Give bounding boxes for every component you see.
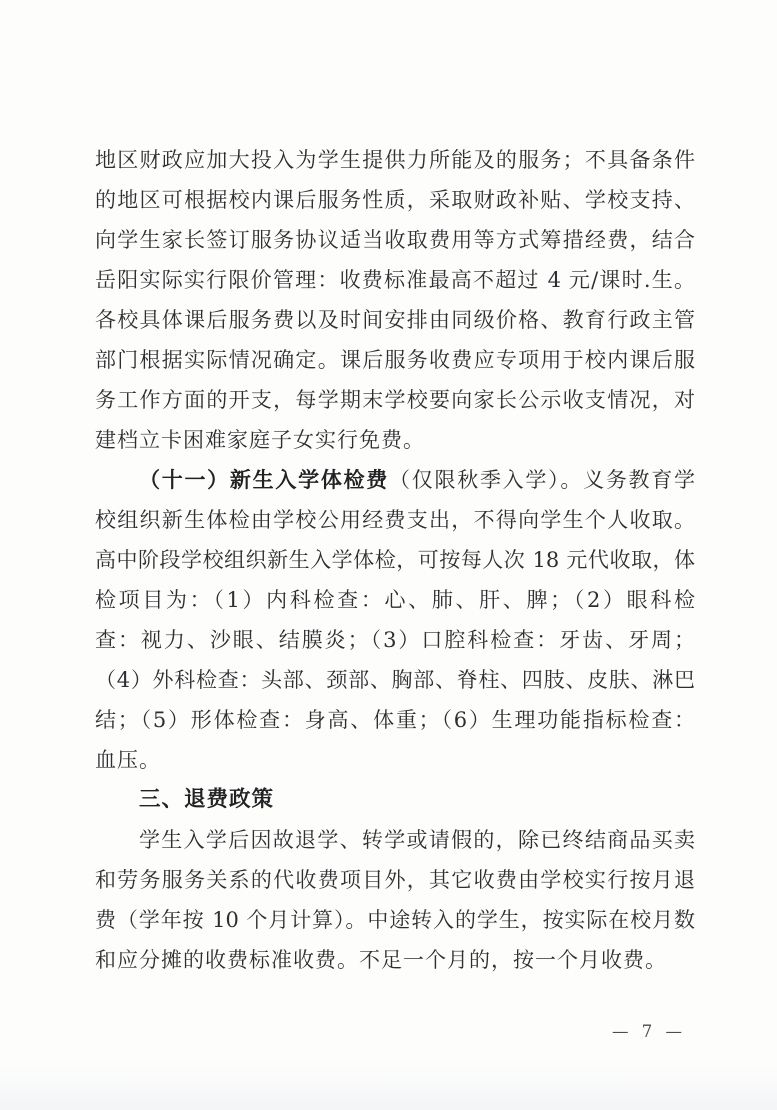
text-line: 学生入学后因故退学、转学或请假的，除已终结商品买卖 [139, 828, 695, 852]
text-line: 岳阳实际实行限价管理：收费标准最高不超过 4 元/课时.生。 [95, 268, 695, 292]
text-line: （4）外科检查：头部、颈部、胸部、脊柱、四肢、皮肤、淋巴 [95, 668, 695, 692]
text-line: 检项目为：（1）内科检查：心、肺、肝、脾；（2）眼科检 [95, 588, 695, 612]
text-line: 地区财政应加大投入为学生提供力所能及的服务；不具备条件 [95, 148, 695, 172]
item11-lead-rest: （仅限秋季入学）。义务教育学 [389, 468, 696, 492]
text-line: 务工作方面的开支，每学期末学校要向家长公示收支情况，对 [95, 388, 695, 412]
text-line: 血压。 [95, 748, 161, 772]
text-line: 和劳务服务关系的代收费项目外，其它收费由学校实行按月退 [95, 868, 695, 892]
section3-heading: 三、退费政策 [139, 787, 275, 812]
text-line: 和应分摊的收费标准收费。不足一个月的，按一个月收费。 [95, 948, 667, 972]
text-line: 结；（5）形体检查：身高、体重；（6）生理功能指标检查： [95, 708, 695, 732]
text-line: 部门根据实际情况确定。课后服务收费应专项用于校内课后服 [95, 348, 695, 372]
item11-title: （十一）新生入学体检费 [139, 467, 390, 492]
text-line: 各校具体课后服务费以及时间安排由同级价格、教育行政主管 [95, 308, 695, 332]
text-line: 费（学年按 10 个月计算）。中途转入的学生，按实际在校月数 [95, 908, 695, 932]
text-line: 查：视力、沙眼、结膜炎；（3）口腔科检查：牙齿、牙周； [95, 628, 695, 652]
document-text-block [95, 140, 695, 980]
text-line: 向学生家长签订服务协议适当收取费用等方式筹措经费，结合 [95, 228, 695, 252]
text-line: 的地区可根据校内课后服务性质，采取财政补贴、学校支持、 [95, 188, 695, 212]
page-number: — 7 — [612, 1022, 686, 1041]
text-line: 校组织新生体检由学校公用经费支出，不得向学生个人收取。 [95, 508, 695, 532]
item11-lead-line [95, 460, 695, 500]
text-line: 高中阶段学校组织新生入学体检，可按每人次 18 元代收取，体 [95, 548, 695, 572]
text-line: 建档立卡困难家庭子女实行免费。 [95, 428, 425, 452]
